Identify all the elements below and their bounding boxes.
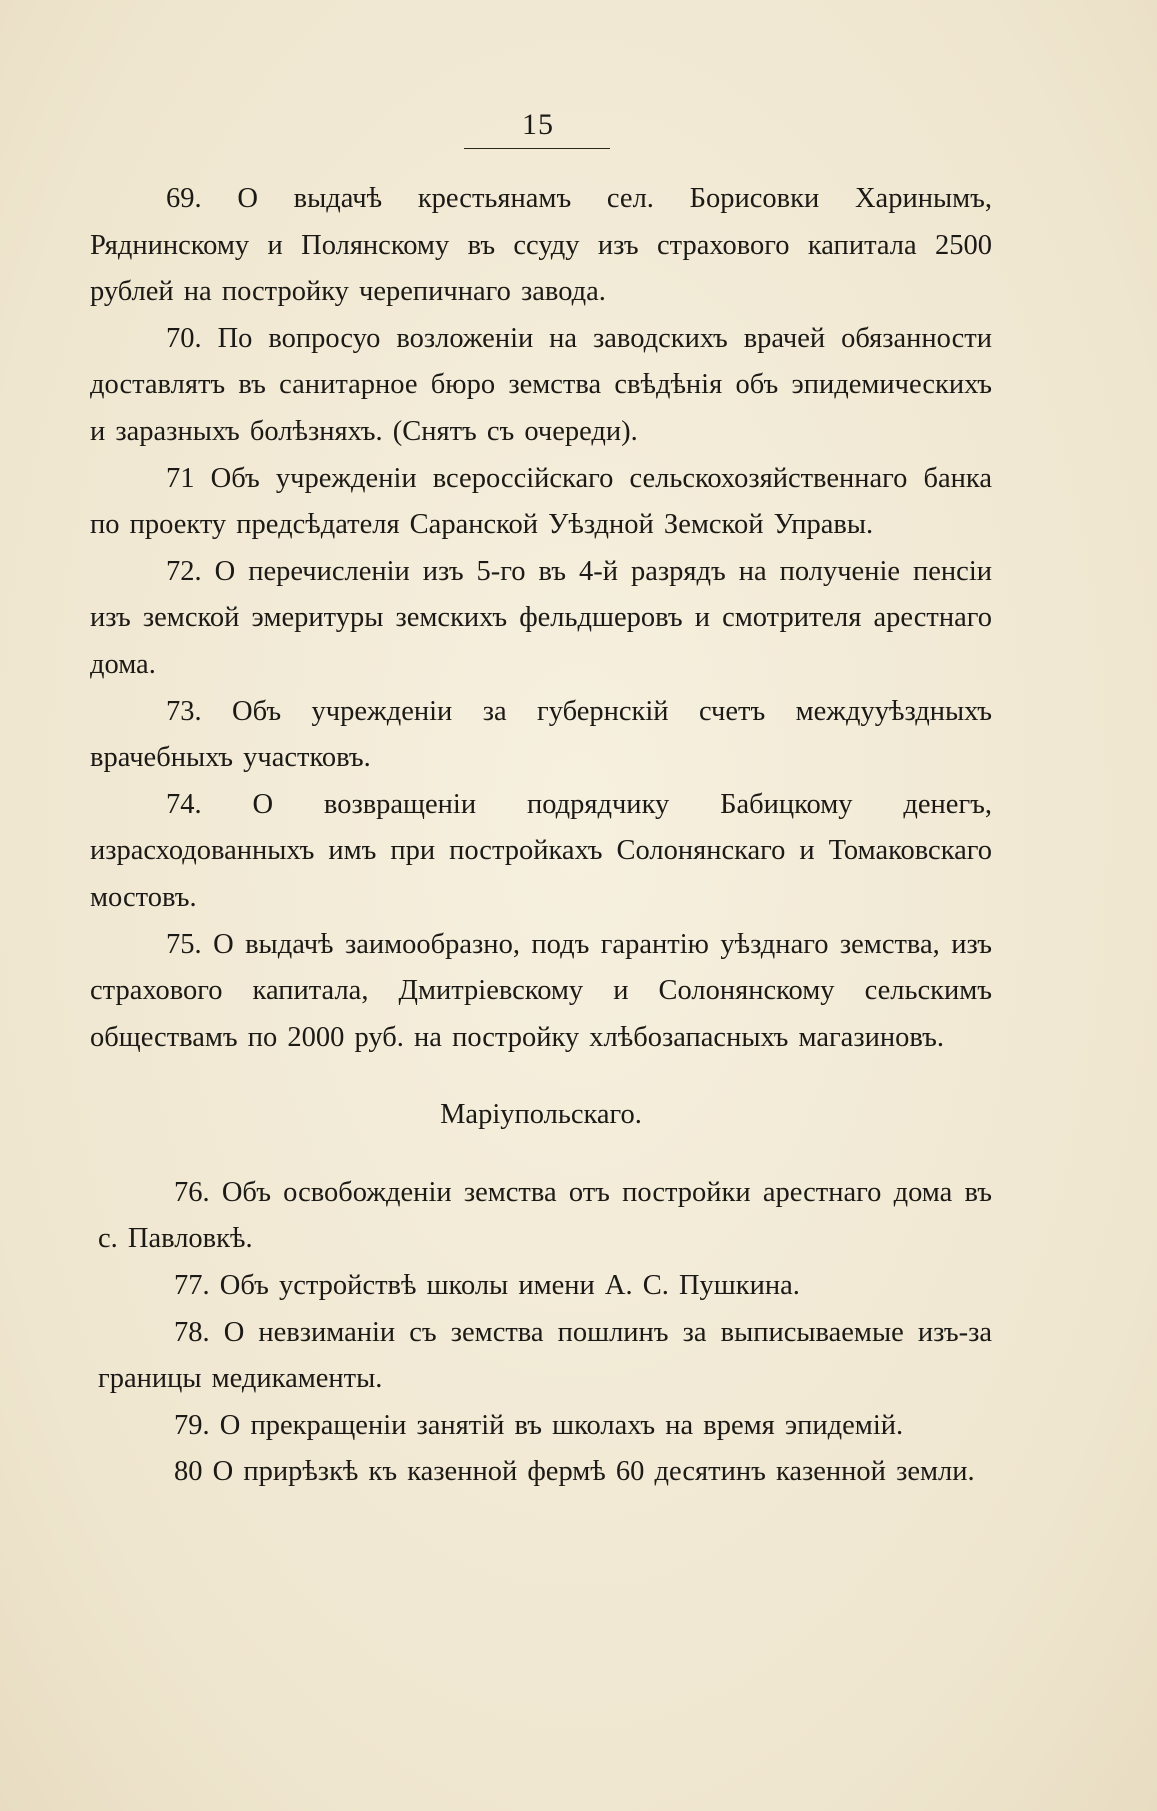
list-item: 77. Объ устройствѣ школы имени А. С. Пушкина.: [174, 1270, 800, 1302]
list-item: 78. О невзиманiи съ земства пошлинъ за выписываемые изъ-за границы медикаменты.: [98, 1316, 992, 1395]
page-number: 15: [522, 108, 554, 141]
document-body: [90, 176, 992, 1496]
list-item: 80 О прирѣзкѣ къ казенной фермѣ 60 десятинъ казенной земли.: [174, 1456, 975, 1488]
list-item: 69. О выдачѣ крестьянамъ сел. Борисовки Харинымъ, Ряднинскому и Полянскому въ ссуду изъ страхового капитала 2500 рублей на постройку черепичнаго завода.: [90, 183, 992, 308]
header-rule: [464, 148, 610, 149]
list-item: 76. Объ освобожденiи земства отъ постройки арестнаго дома въ с. Павловкѣ.: [98, 1176, 992, 1255]
list-item: 75. О выдачѣ заимообразно, подъ гарантiю уѣзднаго земства, изъ страхового капитала, Дмитрiевскому и Солонянскому сельскимъ обществамъ по 2000 руб. на постройку хлѣбозапасныхъ магазиновъ.: [90, 928, 992, 1053]
section-title: Марiупольскаго.: [440, 1099, 642, 1131]
list-item: 74. О возвращенiи подрядчику Бабицкому денегъ, израсходованныхъ имъ при постройкахъ Солонянскаго и Томаковскаго мостовъ.: [90, 788, 992, 913]
list-item: 71 Объ учрежденiи всероссiйскаго сельскохозяйственнаго банка по проекту предсѣдателя Саранской Уѣздной Земской Управы.: [90, 462, 992, 541]
list-item: 73. Объ учрежденiи за губернскiй счетъ междууѣздныхъ врачебныхъ участковъ.: [90, 695, 992, 774]
section-list: [98, 1170, 992, 1496]
list-item: 72. О перечисленiи изъ 5-го въ 4-й разрядъ на полученiе пенсiи изъ земской эмеритуры земскихъ фельдшеровъ и смотрителя арестнаго дома.: [90, 555, 992, 680]
list-item: 70. По вопросуо возложенiи на заводскихъ врачей обязанности доставлятъ въ санитарное бюро земства свѣдѣнiя объ эпидемическихъ и заразныхъ болѣзняхъ. (Снятъ съ очереди).: [90, 322, 992, 447]
list-item: 79. О прекращенiи занятiй въ школахъ на время эпидемiй.: [174, 1409, 904, 1441]
